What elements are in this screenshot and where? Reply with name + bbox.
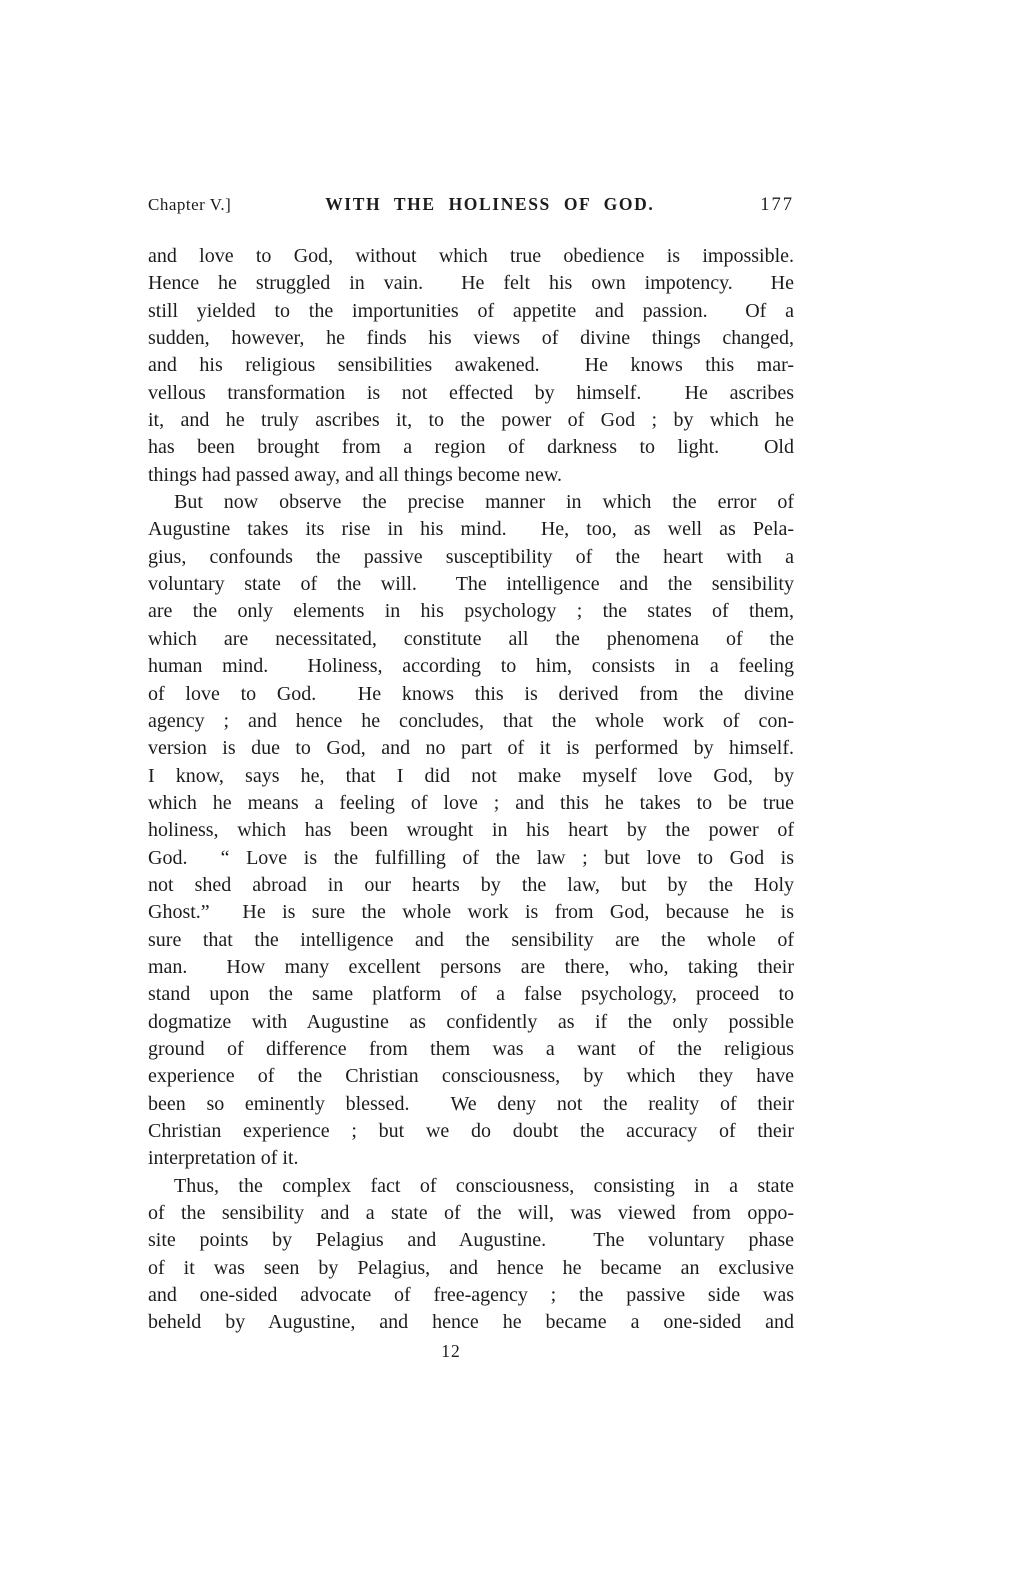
text-line: interpretation of it. xyxy=(148,1147,299,1170)
page-title: WITH THE HOLINESS OF GOD. xyxy=(325,194,655,214)
text-line: stand upon the same platform of a false psychology, proceed to xyxy=(148,983,794,1006)
text-line: are the only elements in his psychology ; the states of them, xyxy=(148,600,794,623)
text-line: vellous transformation is not effected by himself. He ascribes xyxy=(148,381,794,404)
text-line: ground of difference from them was a want of the religious xyxy=(148,1037,794,1060)
running-head xyxy=(148,194,794,220)
text-line: has been brought from a region of darkness to light. Old xyxy=(148,436,794,459)
text-line: man. How many excellent persons are there, who, taking their xyxy=(148,955,794,978)
text-line: sure that the intelligence and the sensibility are the whole of xyxy=(148,928,794,951)
text-line: of the sensibility and a state of the will, was viewed from oppo- xyxy=(148,1202,794,1225)
text-line: which he means a feeling of love ; and this he takes to be true xyxy=(148,791,794,814)
text-line: things had passed away, and all things become new. xyxy=(148,463,562,486)
text-line: holiness, which has been wrought in his heart by the power of xyxy=(148,819,794,842)
text-line: voluntary state of the will. The intelligence and the sensibility xyxy=(148,573,794,596)
text-line: sudden, however, he finds his views of divine things changed, xyxy=(148,327,794,350)
signature-mark: 12 xyxy=(441,1341,461,1361)
text-line: human mind. Holiness, according to him, consists in a feeling xyxy=(148,655,794,678)
text-line: it, and he truly ascribes it, to the power of God ; by which he xyxy=(148,409,794,432)
text-line: I know, says he, that I did not make myself love God, by xyxy=(148,764,794,787)
text-line: not shed abroad in our hearts by the law, but by the Holy xyxy=(148,873,794,896)
text-line: still yielded to the importunities of appetite and passion. Of a xyxy=(148,299,794,322)
chapter-label: Chapter V.] xyxy=(148,195,232,214)
text-line: beheld by Augustine, and hence he became a one-sided and xyxy=(148,1311,794,1334)
text-line: been so eminently blessed. We deny not the reality of their xyxy=(148,1092,794,1115)
text-line: dogmatize with Augustine as confidently as if the only possible xyxy=(148,1010,794,1033)
text-line: experience of the Christian consciousness, by which they have xyxy=(148,1065,794,1088)
text-line: of love to God. He knows this is derived from the divine xyxy=(148,682,794,705)
text-line: and one-sided advocate of free-agency ; the passive side was xyxy=(148,1284,794,1307)
text-line: site points by Pelagius and Augustine. The voluntary phase xyxy=(148,1229,794,1252)
text-line: of it was seen by Pelagius, and hence he became an exclusive xyxy=(148,1256,794,1279)
text-line: Thus, the complex fact of consciousness, consisting in a state xyxy=(174,1174,794,1197)
text-line: version is due to God, and no part of it is performed by himself. xyxy=(148,737,794,760)
text-line: Hence he struggled in vain. He felt his own impotency. He xyxy=(148,272,794,295)
text-line: Christian experience ; but we do doubt the accuracy of their xyxy=(148,1120,794,1142)
text-line: which are necessitated, constitute all the phenomena of the xyxy=(148,627,794,650)
text-line: and love to God, without which true obedience is impossible. xyxy=(148,245,794,267)
page-number: 177 xyxy=(760,195,794,215)
text-line: agency ; and hence he concludes, that the whole work of con- xyxy=(148,709,794,732)
text-line: Ghost.” He is sure the whole work is from God, because he is xyxy=(148,901,794,924)
text-line: and his religious sensibilities awakened. He knows this mar- xyxy=(148,354,794,377)
page-body xyxy=(148,243,794,1337)
text-line: God. “ Love is the fulfilling of the law ; but love to God is xyxy=(148,846,794,869)
text-line: But now observe the precise manner in which the error of xyxy=(174,491,794,514)
text-line: Augustine takes its rise in his mind. He, too, as well as Pela- xyxy=(148,518,794,541)
text-line: gius, confounds the passive susceptibility of the heart with a xyxy=(148,545,794,568)
